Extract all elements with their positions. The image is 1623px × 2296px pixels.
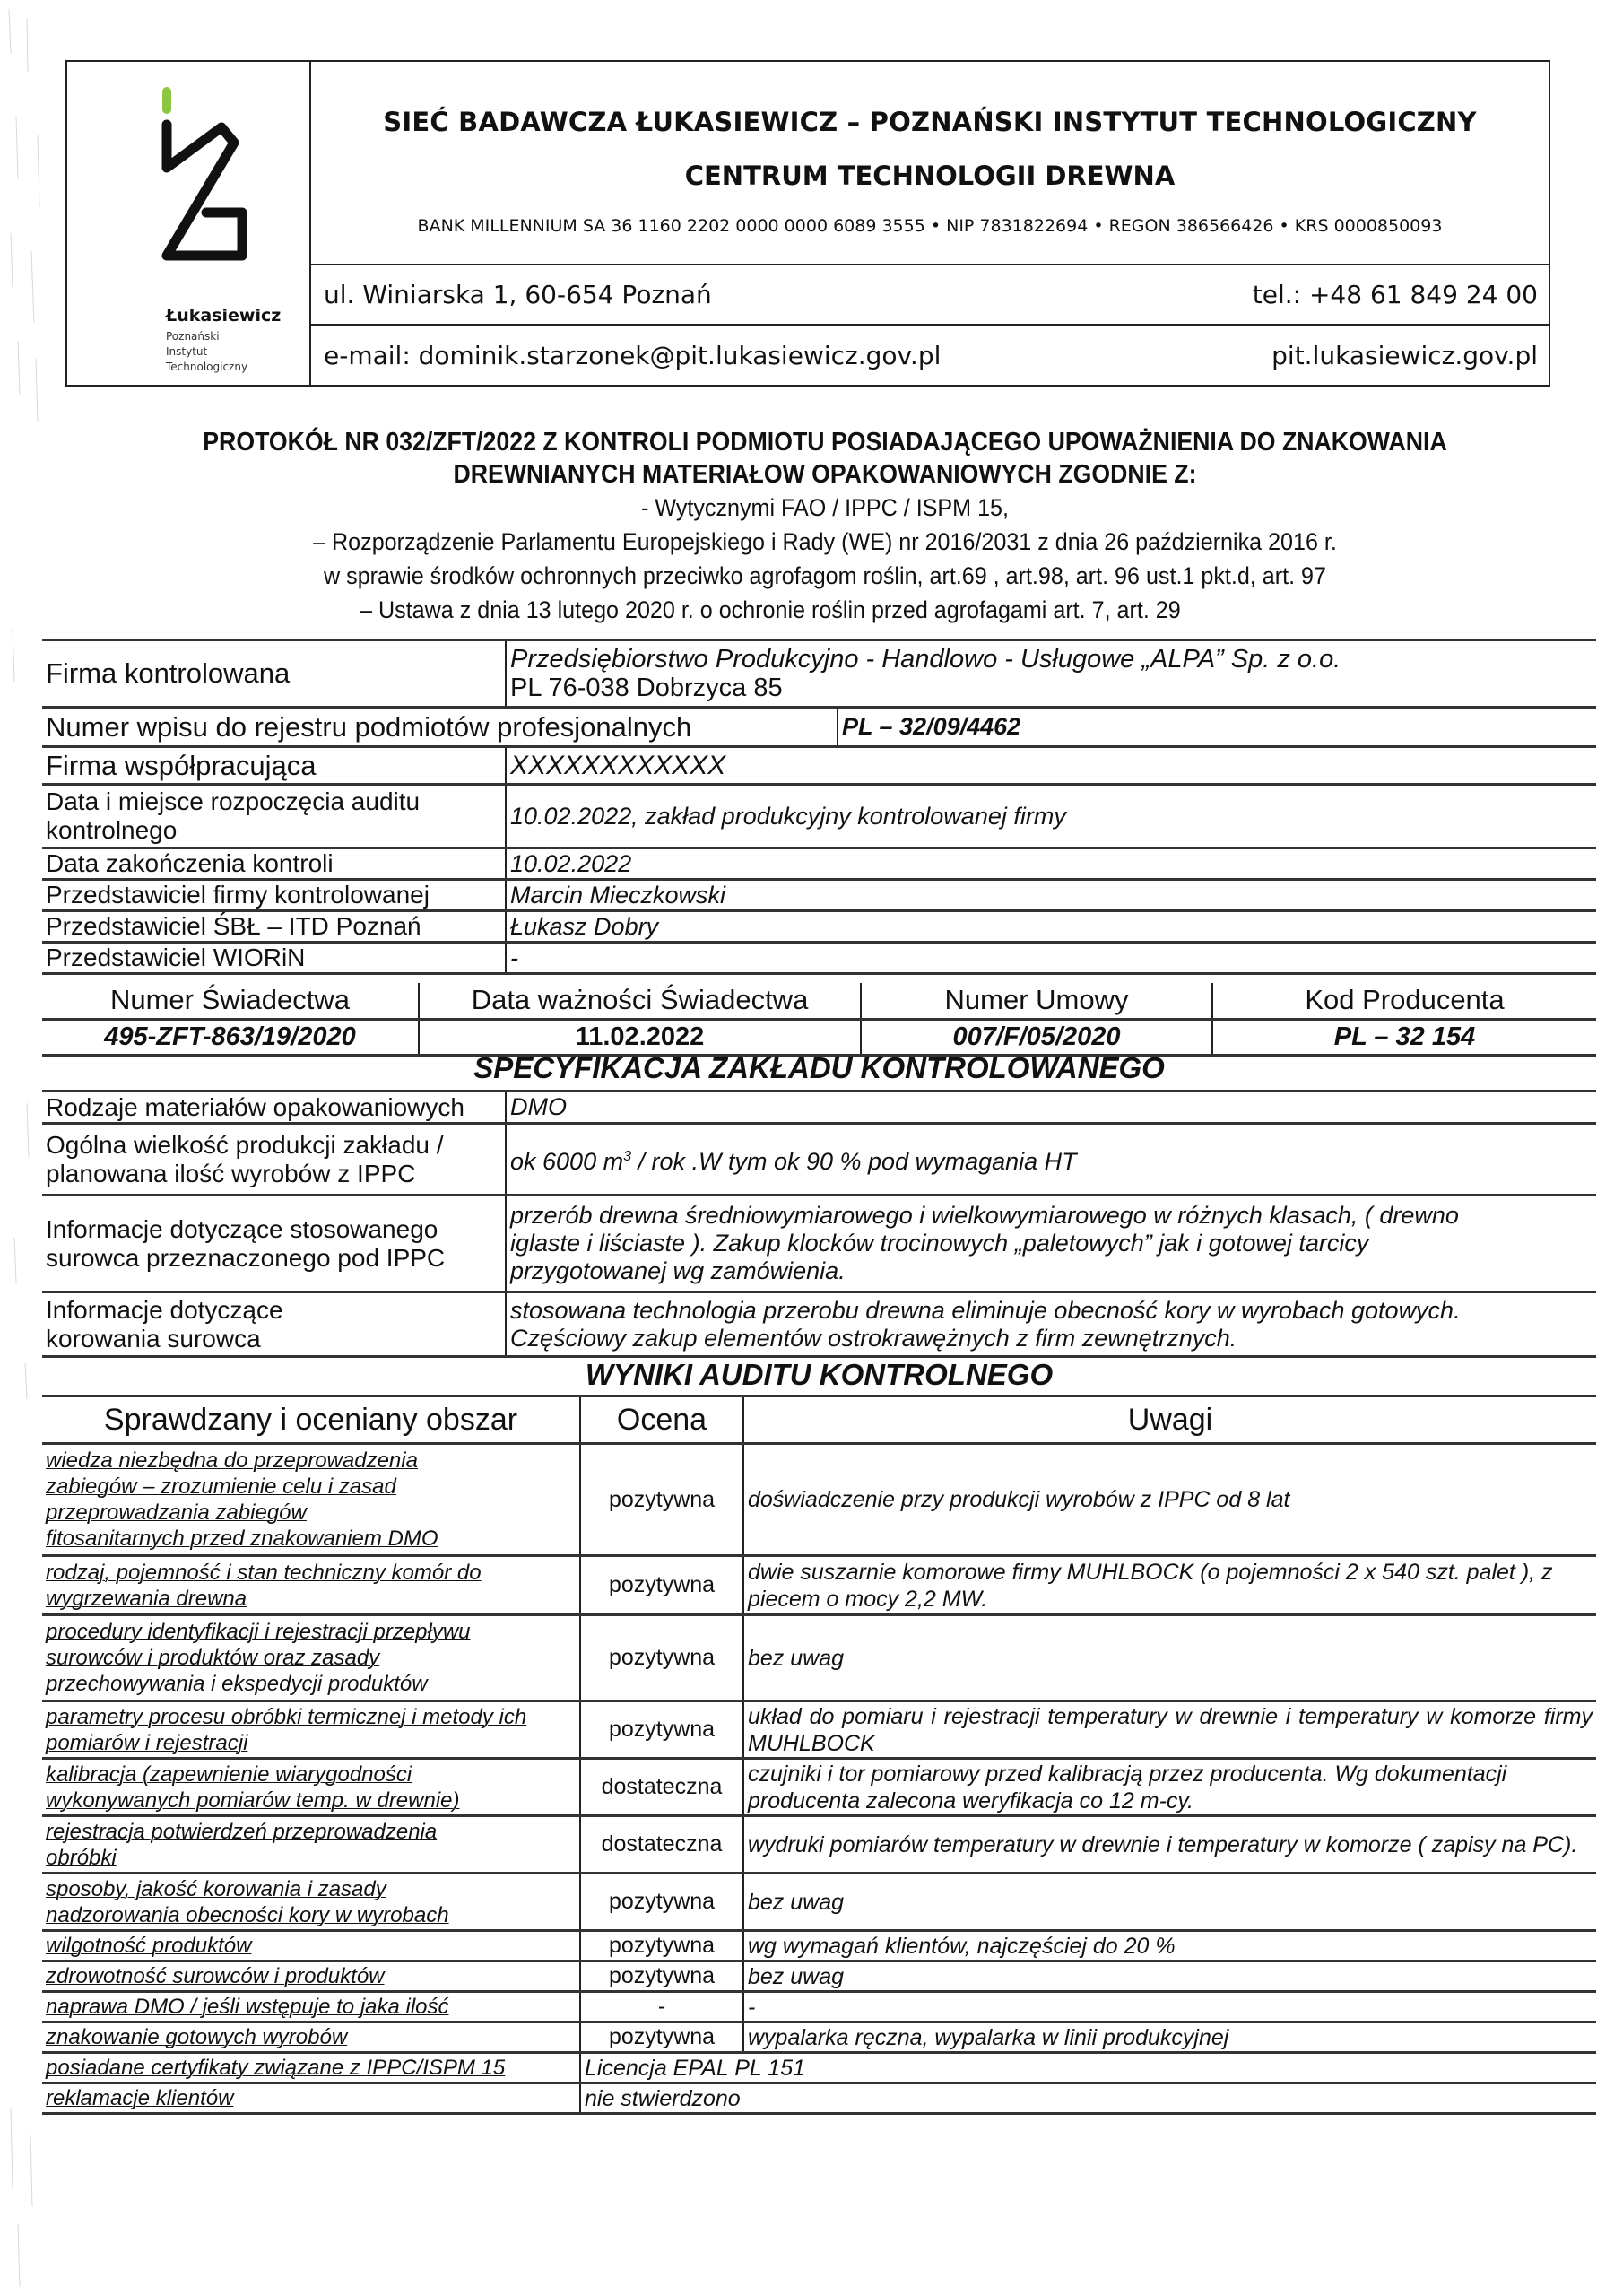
audit-header-notes: Uwagi <box>743 1396 1596 1444</box>
audit-header-area: Sprawdzany i oceniany obszar <box>42 1396 580 1444</box>
audit-area: rejestracja potwierdzeń przeprowadzenia obróbki <box>42 1816 580 1874</box>
institute-name: SIEĆ BADAWCZA ŁUKASIEWICZ – POZNAŃSKI INSTYTUT TECHNOLOGICZNY <box>383 107 1477 137</box>
contact-row <box>311 326 1549 385</box>
audit-area: rodzaj, pojemność i stan techniczny komór do wygrzewania drewna <box>42 1556 580 1615</box>
table-row <box>42 785 1596 848</box>
audit-row <box>42 1556 1596 1615</box>
info-label: Firma współpracująca <box>42 747 506 785</box>
certificate-header: Numer Świadectwa <box>42 983 419 1019</box>
table-row <box>42 1124 1596 1196</box>
audit-grade: pozytywna <box>580 1961 743 1992</box>
address: ul. Winiarska 1, 60-654 Poznań <box>324 280 712 310</box>
audit-results-table <box>42 1395 1596 2115</box>
audit-merged-row <box>42 2083 1596 2114</box>
audit-area: reklamacje klientów <box>42 2083 580 2114</box>
protocol-basis-line: – Ustawa z dnia 13 lutego 2020 r. o ochronie roślin przed agrofagami art. 7, art. 29 <box>360 596 1181 623</box>
table-row <box>42 640 1596 708</box>
audit-grade: pozytywna <box>580 1444 743 1556</box>
audit-note: bez uwag <box>743 1615 1596 1701</box>
info-value: 10.02.2022 <box>506 848 1596 880</box>
audit-note: układ do pomiaru i rejestracji temperatury w drewnie i temperatury w komorze firmy MUHLBOCK <box>743 1701 1596 1759</box>
audit-merged-value: nie stwierdzono <box>580 2083 1596 2114</box>
spec-value-text: / rok .W tym ok 90 % pod wymagania HT <box>630 1148 1077 1175</box>
table-row <box>42 943 1596 974</box>
table-row <box>42 1091 1596 1124</box>
company-name: Przedsiębiorstwo Produkcyjno - Handlowo - Usługowe „ALPA” Sp. z o.o. <box>510 645 1341 674</box>
audit-grade: pozytywna <box>580 1615 743 1701</box>
protocol-title-line2: DREWNIANYCH MATERIAŁOW OPAKOWANIOWYCH ZGODNIE Z: <box>453 460 1197 489</box>
audit-row <box>42 1759 1596 1816</box>
info-value: Łukasz Dobry <box>506 911 1596 943</box>
logo-subtitle <box>166 329 247 375</box>
certificate-header: Numer Umowy <box>861 983 1212 1019</box>
letterhead-top <box>311 62 1549 265</box>
audit-area: wiedza niezbędna do przeprowadzenia zabiegów – zrozumienie celu i zasad przeprowadzania zabiegów fitosanitarnych przed znakowaniem DMO <box>42 1444 580 1556</box>
audit-row <box>42 1931 1596 1961</box>
email[interactable]: e-mail: dominik.starzonek@pit.lukasiewicz.gov.pl <box>324 340 942 370</box>
audit-note: dwie suszarnie komorowe firmy MUHLBOCK (o pojemności 2 x 540 szt. palet ), z piecem o mocy 2,2 MW. <box>743 1556 1596 1615</box>
audit-area: kalibracja (zapewnienie wiarygodności wykonywanych pomiarów temp. w drewnie) <box>42 1759 580 1816</box>
info-value: XXXXXXXXXXXX <box>506 747 1596 785</box>
certificate-header-row <box>42 983 1596 1019</box>
audit-row <box>42 2022 1596 2053</box>
firma-kontrolowana-label: Firma kontrolowana <box>42 640 506 708</box>
spec-value: stosowana technologia przerobu drewna eliminuje obecność kory w wyrobach gotowych. Częściowy zakup elementów ostrokrawężnych z firm zewnętrznych. <box>506 1292 1596 1357</box>
audit-area: naprawa DMO / jeśli wstępuje to jaka ilość <box>42 1992 580 2022</box>
audit-header-row <box>42 1396 1596 1444</box>
table-row <box>42 880 1596 911</box>
audit-grade: dostateczna <box>580 1816 743 1874</box>
protocol-heading <box>90 426 1560 627</box>
website[interactable]: pit.lukasiewicz.gov.pl <box>1271 340 1538 370</box>
audit-row <box>42 1992 1596 2022</box>
audit-grade: - <box>580 1992 743 2022</box>
audit-area: procedury identyfikacji i rejestracji przepływu surowców i produktów oraz zasady przechowywania i ekspedycji produktów <box>42 1615 580 1701</box>
audit-area: sposoby, jakość korowania i zasady nadzorowania obecności kory w wyrobach <box>42 1874 580 1931</box>
letterhead-info <box>311 62 1549 385</box>
info-value: Marcin Mieczkowski <box>506 880 1596 911</box>
spec-value-text: ok 6000 m <box>510 1148 624 1175</box>
info-label: Data i miejsce rozpoczęcia auditu kontrolnego <box>42 785 506 848</box>
letterhead <box>65 60 1550 387</box>
contract-number: 007/F/05/2020 <box>861 1019 1212 1055</box>
center-name: CENTRUM TECHNOLOGII DREWNA <box>684 161 1176 191</box>
audit-merged-value: Licencja EPAL PL 151 <box>580 2053 1596 2083</box>
audit-note: wg wymagań klientów, najczęściej do 20 % <box>743 1931 1596 1961</box>
audit-note: doświadczenie przy produkcji wyrobów z IPPC od 8 lat <box>743 1444 1596 1556</box>
audit-note: bez uwag <box>743 1874 1596 1931</box>
certificate-header: Kod Producenta <box>1212 983 1596 1019</box>
audit-row <box>42 1874 1596 1931</box>
certificate-value-row <box>42 1019 1596 1055</box>
table-row <box>42 708 1596 747</box>
phone: tel.: +48 61 849 24 00 <box>1252 280 1538 310</box>
logo-block <box>67 62 311 385</box>
inspection-info-table <box>42 639 1596 975</box>
info-label: Przedstawiciel ŚBŁ – ITD Poznań <box>42 911 506 943</box>
audit-area: posiadane certyfikaty związane z IPPC/ISPM 15 <box>42 2053 580 2083</box>
spec-label: Informacje dotyczące korowania surowca <box>42 1292 506 1357</box>
audit-note: czujniki i tor pomiarowy przed kalibracją przez producenta. Wg dokumentacji producenta zalecona weryfikacja co 12 m-cy. <box>743 1759 1596 1816</box>
audit-merged-row <box>42 2053 1596 2083</box>
lukasiewicz-logo-icon <box>157 78 256 302</box>
bank-details: BANK MILLENNIUM SA 36 1160 2202 0000 0000 6089 3555 • NIP 7831822694 • REGON 386566426 • KRS 0000850093 <box>417 216 1443 236</box>
numer-wpisu-label: Numer wpisu do rejestru podmiotów profesjonalnych <box>42 708 838 747</box>
protocol-basis-line: w sprawie środków ochronnych przeciwko agrofagom roślin, art.69 , art.98, art. 96 ust.1 pkt.d, art. 97 <box>324 562 1326 589</box>
audit-area: parametry procesu obróbki termicznej i metody ich pomiarów i rejestracji <box>42 1701 580 1759</box>
audit-grade: pozytywna <box>580 2022 743 2053</box>
audit-grade: pozytywna <box>580 1874 743 1931</box>
company-address: PL 76-038 Dobrzyca 85 <box>510 674 783 702</box>
spec-label: Rodzaje materiałów opakowaniowych <box>42 1091 506 1124</box>
audit-row <box>42 1816 1596 1874</box>
audit-row <box>42 1444 1596 1556</box>
audit-grade: pozytywna <box>580 1556 743 1615</box>
audit-note: wypalarka ręczna, wypalarka w linii produkcyjnej <box>743 2022 1596 2053</box>
info-label: Przedstawiciel WIORiN <box>42 943 506 974</box>
info-value: - <box>506 943 1596 974</box>
superscript: 3 <box>623 1149 631 1164</box>
audit-row <box>42 1701 1596 1759</box>
audit-header-grade: Ocena <box>580 1396 743 1444</box>
numer-wpisu-value: PL – 32/09/4462 <box>838 708 1596 747</box>
specification-title: SPECYFIKACJA ZAKŁADU KONTROLOWANEGO <box>473 1051 1165 1084</box>
spec-label: Informacje dotyczące stosowanego surowca przeznaczonego pod IPPC <box>42 1196 506 1292</box>
info-value: 10.02.2022, zakład produkcyjny kontrolowanej firmy <box>506 785 1596 848</box>
audit-area: zdrowotność surowców i produktów <box>42 1961 580 1992</box>
table-row <box>42 911 1596 943</box>
audit-grade: pozytywna <box>580 1931 743 1961</box>
table-row <box>42 747 1596 785</box>
table-row <box>42 1292 1596 1357</box>
logo-sub-line: Poznański <box>166 330 220 343</box>
audit-row <box>42 1961 1596 1992</box>
certificate-table <box>42 983 1596 1057</box>
audit-grade: dostateczna <box>580 1759 743 1816</box>
audit-row <box>42 1615 1596 1701</box>
logo-sub-line: Technologiczny <box>166 361 248 373</box>
table-row <box>42 848 1596 880</box>
audit-note: bez uwag <box>743 1961 1596 1992</box>
spec-label: Ogólna wielkość produkcji zakładu / planowana ilość wyrobów z IPPC <box>42 1124 506 1196</box>
producer-code: PL – 32 154 <box>1212 1019 1596 1055</box>
certificate-header: Data ważności Świadectwa <box>419 983 861 1019</box>
specification-table <box>42 1090 1596 1358</box>
protocol-title-line1: PROTOKÓŁ NR 032/ZFT/2022 Z KONTROLI PODMIOTU POSIADAJĄCEGO UPOWAŻNIENIA DO ZNAKOWANIA <box>203 428 1447 457</box>
spec-value: przerób drewna średniowymiarowego i wielkowymiarowego w różnych klasach, ( drewno iglaste i liściaste ). Zakup klocków trocinowych „paletowych” jak i gotowej tarcicy przygotowanej wg zamówienia. <box>506 1196 1596 1292</box>
audit-note: wydruki pomiarów temperatury w drewnie i temperatury w komorze ( zapisy na PC). <box>743 1816 1596 1874</box>
address-row <box>311 265 1549 326</box>
firma-kontrolowana-value <box>506 640 1596 708</box>
audit-title: WYNIKI AUDITU KONTROLNEGO <box>585 1358 1054 1391</box>
info-label: Przedstawiciel firmy kontrolowanej <box>42 880 506 911</box>
certificate-number: 495-ZFT-863/19/2020 <box>42 1019 419 1055</box>
audit-grade: pozytywna <box>580 1701 743 1759</box>
spec-value: DMO <box>506 1091 1596 1124</box>
logo-name: Łukasiewicz <box>166 306 282 326</box>
logo-sub-line: Instytut <box>166 345 208 358</box>
audit-area: znakowanie gotowych wyrobów <box>42 2022 580 2053</box>
audit-area: wilgotność produktów <box>42 1931 580 1961</box>
table-row <box>42 1196 1596 1292</box>
protocol-basis-line: - Wytycznymi FAO / IPPC / ISPM 15, <box>641 494 1009 521</box>
spec-value <box>506 1124 1596 1196</box>
info-label: Data zakończenia kontroli <box>42 848 506 880</box>
audit-note: - <box>743 1992 1596 2022</box>
protocol-basis-line: – Rozporządzenie Parlamentu Europejskiego i Rady (WE) nr 2016/2031 z dnia 26 października 2016 r. <box>313 528 1337 555</box>
certificate-expiry: 11.02.2022 <box>419 1019 861 1055</box>
